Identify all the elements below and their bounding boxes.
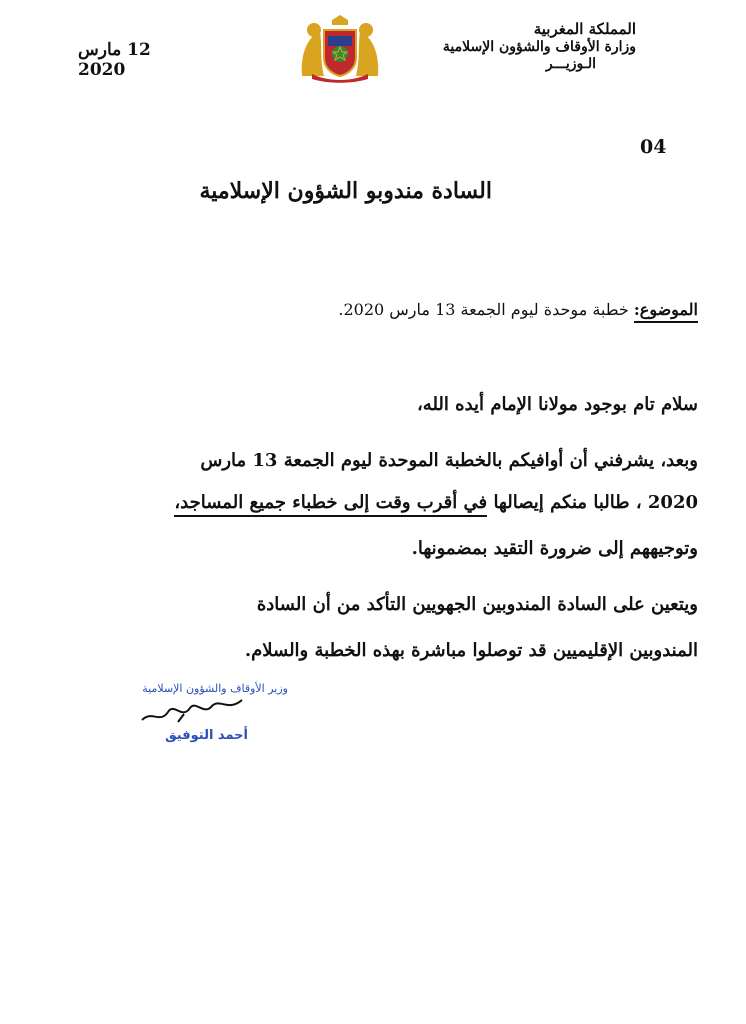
kingdom-name: المملكة المغربية [533,20,636,38]
subject-label: الموضوع: [634,300,698,323]
coat-of-arms-icon [298,14,382,84]
letter-date: 12 مارس 2020 [78,40,151,80]
handwritten-signature-icon [138,690,248,730]
minister-label: الـوزيـــر [545,56,596,73]
paragraph-1-line-2 [138,492,698,515]
greeting: سلام تام بوجود مولانا الإمام أيده الله، [417,394,698,415]
paragraph-2-line-2: المندوبين الإقليميين قد توصلوا مباشرة بهذه الخطبة والسلام. [244,640,698,661]
subject-text: خطبة موحدة ليوم الجمعة 13 مارس 2020. [338,300,629,319]
reference-number: 04 [640,136,667,158]
signature-title: وزير الأوقاف والشؤون الإسلامية [142,682,288,695]
ministry-name: وزارة الأوقاف والشؤون الإسلامية [442,38,636,55]
paragraph-1-line-2-start: 2020 ، طالبا منكم إيصالها [487,492,698,513]
paragraph-1-line-3: وتوجيههم إلى ضرورة التقيد بمضمونها. [411,538,698,559]
signatory-name: أحمد التوفيق [165,728,248,743]
underlined-phrase: في أقرب وقت إلى خطباء جميع المساجد، [174,492,487,517]
paragraph-2-line-1: ويتعين على السادة المندوبين الجهويين التأكد من أن السادة [256,594,698,615]
signature-stamp [108,682,288,752]
letterhead [386,20,636,74]
subject-line [298,300,698,319]
paragraph-1-line-1: وبعد، يشرفني أن أوافيكم بالخطبة الموحدة ليوم الجمعة 13 مارس [200,450,698,471]
addressee-title: السادة مندوبو الشؤون الإسلامية [199,178,492,204]
